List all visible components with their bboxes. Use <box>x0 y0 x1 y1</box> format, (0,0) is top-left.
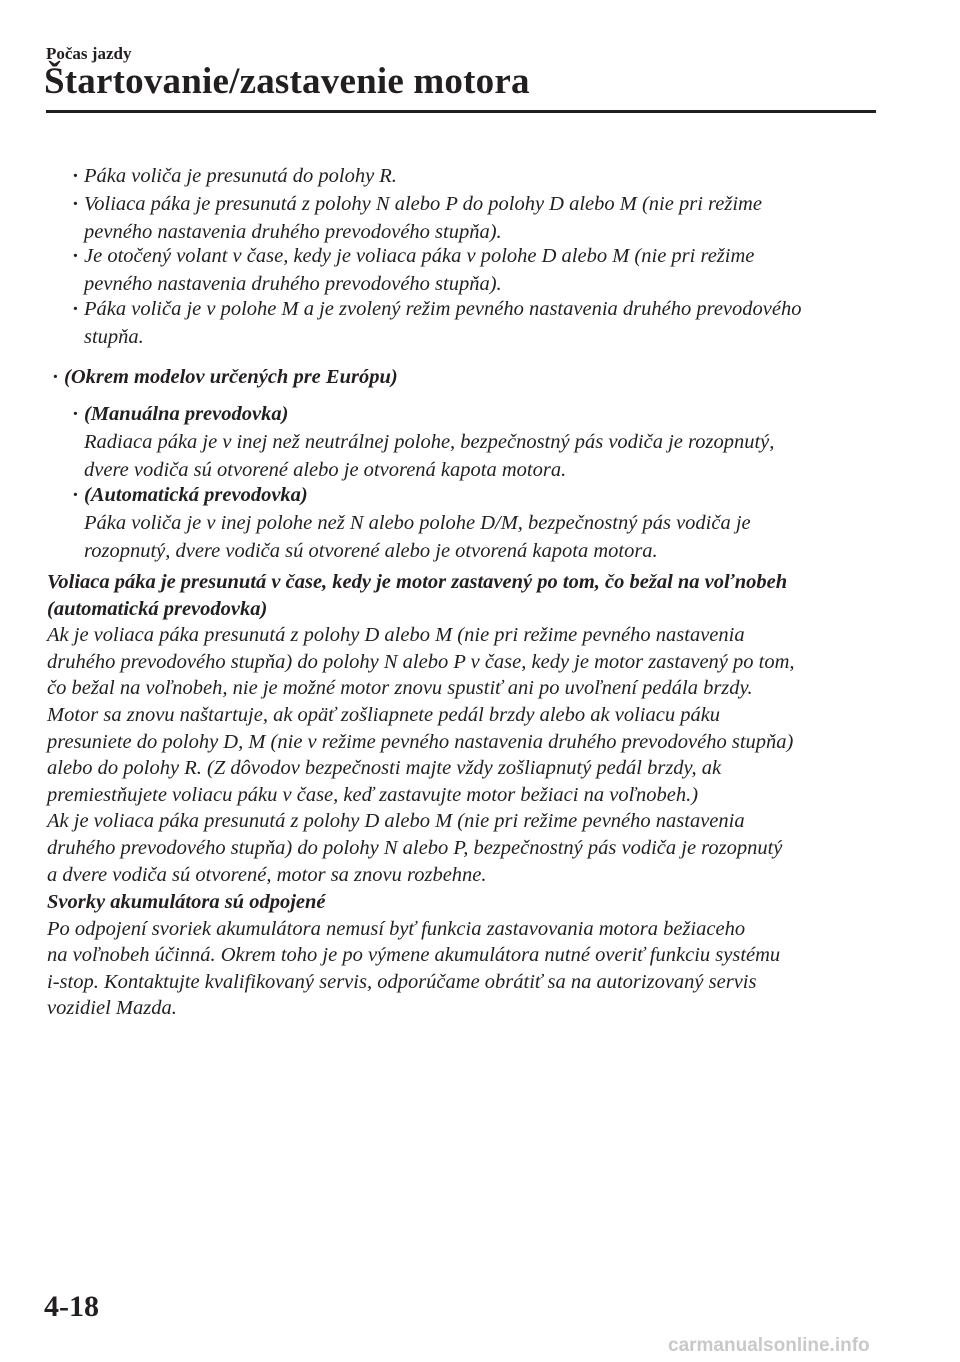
page-number: 4-18 <box>44 1290 99 1323</box>
list-item-line: Páka voliča je v polohe M a je zvolený režim pevného nastavenia druhého prevodového <box>84 298 802 320</box>
list-item: · Voliaca páka je presunutá z polohy N alebo P do polohy D alebo M (nie pri režime pevného nastavenia druhého prevodového stupňa). <box>84 190 762 246</box>
list-item: · Páka voliča je v polohe M a je zvolený režim pevného nastavenia druhého prevodového stupňa. <box>84 295 801 351</box>
idle-line: premiestňujete voliacu páku v čase, keď zastavujte motor bežiaci na voľnobeh.) <box>47 783 699 806</box>
idle-line: a dvere vodiča sú otvorené, motor sa znovu rozbehne. <box>47 863 487 886</box>
battery-line: na voľnobeh účinná. Okrem toho je po výmene akumulátora nutné overiť funkciu systému <box>47 944 781 967</box>
automatic-line: Páka voliča je v inej polohe než N alebo polohe D/M, bezpečnostný pás vodiča je <box>84 512 751 534</box>
idle-line: presuniete do polohy D, M (nie v režime pevného nastavenia druhého prevodového stupňa) <box>47 730 794 753</box>
list-item-manual: · (Manuálna prevodovka) Radiaca páka je v inej než neutrálnej polohe, bezpečnostný pás vodiča je rozopnutý, dvere vodiča sú otvorené alebo je otvorená kapota motora. <box>84 400 774 484</box>
manual-line: dvere vodiča sú otvorené alebo je otvorená kapota motora. <box>84 459 567 481</box>
page-title: Štartovanie/zastavenie motora <box>44 61 530 102</box>
battery-line: i-stop. Kontaktujte kvalifikovaný servis, odporúčame obrátiť sa na autorizovaný servis <box>47 970 757 993</box>
title-rule <box>46 110 876 113</box>
idle-line: Ak je voliaca páka presunutá z polohy D alebo M (nie pri režime pevného nastavenia <box>47 810 745 833</box>
watermark: carmanualsonline.info <box>668 1335 870 1356</box>
battery-line: Po odpojení svoriek akumulátora nemusí byť funkcia zastavovania motora bežiaceho <box>47 917 746 940</box>
idle-line: čo bežal na voľnobeh, nie je možné motor znovu spustiť ani po uvoľnení pedála brzdy. <box>47 677 753 700</box>
automatic-line: rozopnutý, dvere vodiča sú otvorené alebo je otvorená kapota motora. <box>84 540 658 562</box>
list-item-line: Páka voliča je presunutá do polohy R. <box>84 165 397 187</box>
manual-line: Radiaca páka je v inej než neutrálnej polohe, bezpečnostný pás vodiča je rozopnutý, <box>84 431 775 453</box>
section-label: Počas jazdy <box>46 44 132 63</box>
list-item: · Je otočený volant v čase, kedy je voliaca páka v polohe D alebo M (nie pri režime pevného nastavenia druhého prevodového stupňa). <box>84 242 754 298</box>
list-item-line: stupňa. <box>84 326 144 348</box>
idle-line: druhého prevodového stupňa) do polohy N alebo P, bezpečnostný pás vodiča je rozopnutý <box>47 836 783 859</box>
battery-section <box>47 889 907 1022</box>
list-item: · Páka voliča je presunutá do polohy R. <box>84 162 397 190</box>
idle-heading: Voliaca páka je presunutá v čase, kedy je motor zastavený po tom, čo bežal na voľnobeh <box>47 571 788 593</box>
list-item-automatic: · (Automatická prevodovka) Páka voliča je v inej polohe než N alebo polohe D/M, bezpečnostný pás vodiča je rozopnutý, dvere vodiča sú otvorené alebo je otvorená kapota motora. <box>84 481 751 565</box>
list-item-line: Voliaca páka je presunutá z polohy N alebo P do polohy D alebo M (nie pri režime <box>84 193 762 215</box>
europe-heading: (Okrem modelov určených pre Európu) <box>64 366 398 388</box>
idle-heading: (automatická prevodovka) <box>47 597 268 620</box>
manual-heading: (Manuálna prevodovka) <box>84 403 289 425</box>
battery-heading: Svorky akumulátora sú odpojené <box>47 891 326 913</box>
list-item-line: pevného nastavenia druhého prevodového stupňa). <box>84 221 502 243</box>
idle-section <box>47 569 907 888</box>
idle-line: druhého prevodového stupňa) do polohy N alebo P v čase, kedy je motor zastavený po tom, <box>47 650 795 673</box>
idle-line: alebo do polohy R. (Z dôvodov bezpečnosti majte vždy zošliapnutý pedál brzdy, ak <box>47 757 722 780</box>
battery-line: vozidiel Mazda. <box>47 997 177 1020</box>
automatic-heading: (Automatická prevodovka) <box>84 484 308 506</box>
list-item-europe-heading: · (Okrem modelov určených pre Európu) <box>64 363 398 391</box>
idle-line: Motor sa znovu naštartuje, ak opäť zošliapnete pedál brzdy alebo ak voliacu páku <box>47 703 721 726</box>
idle-line: Ak je voliaca páka presunutá z polohy D alebo M (nie pri režime pevného nastavenia <box>47 624 745 647</box>
list-item-line: Je otočený volant v čase, kedy je voliaca páka v polohe D alebo M (nie pri režime <box>84 245 755 267</box>
list-item-line: pevného nastavenia druhého prevodového stupňa). <box>84 273 502 295</box>
